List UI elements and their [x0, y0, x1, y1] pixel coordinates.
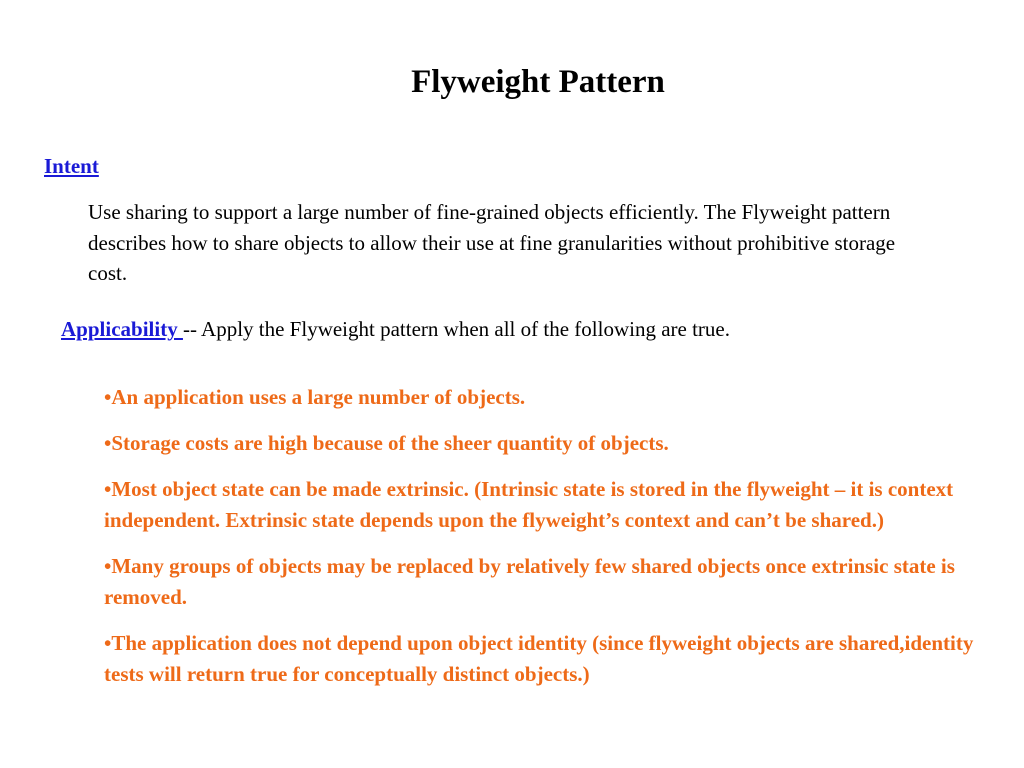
bullet-text: Storage costs are high because of the sheer quantity of objects.	[111, 431, 669, 455]
slide-title: Flyweight Pattern	[411, 64, 665, 100]
bullet-text: The application does not depend upon object identity (since flyweight objects are shared,identity tests will return true for conceptually distinct objects.)	[104, 631, 974, 686]
bullet-dot: •	[104, 631, 112, 655]
bullet-text: Many groups of objects may be replaced by relatively few shared objects once extrinsic state is removed.	[104, 554, 955, 609]
intent-description: Use sharing to support a large number of fine-grained objects efficiently. The Flyweight pattern describes how to share objects to allow their use at fine granularities without prohibitive storage cost.	[88, 200, 896, 285]
intent-heading-container	[44, 153, 99, 179]
bullet-dot: •	[104, 385, 112, 409]
applicability-bullet-list	[104, 382, 984, 705]
applicability-link[interactable]: Applicability	[61, 317, 183, 341]
bullet-item	[104, 474, 984, 536]
bullet-dot: •	[104, 554, 112, 578]
bullet-item	[104, 628, 984, 690]
bullet-dot: •	[104, 477, 112, 501]
bullet-item	[104, 428, 984, 459]
applicability-line	[61, 315, 730, 343]
intent-link[interactable]: Intent	[44, 154, 99, 178]
bullet-text: An application uses a large number of objects.	[111, 385, 526, 409]
applicability-text: -- Apply the Flyweight pattern when all of the following are true.	[182, 317, 730, 341]
bullet-item	[104, 382, 984, 413]
bullet-text: Most object state can be made extrinsic. (Intrinsic state is stored in the flyweight – it is context independent. Extrinsic state depends upon the flyweight’s context and can’t be shared.)	[104, 477, 954, 532]
bullet-dot: •	[104, 431, 112, 455]
bullet-item	[104, 551, 984, 613]
